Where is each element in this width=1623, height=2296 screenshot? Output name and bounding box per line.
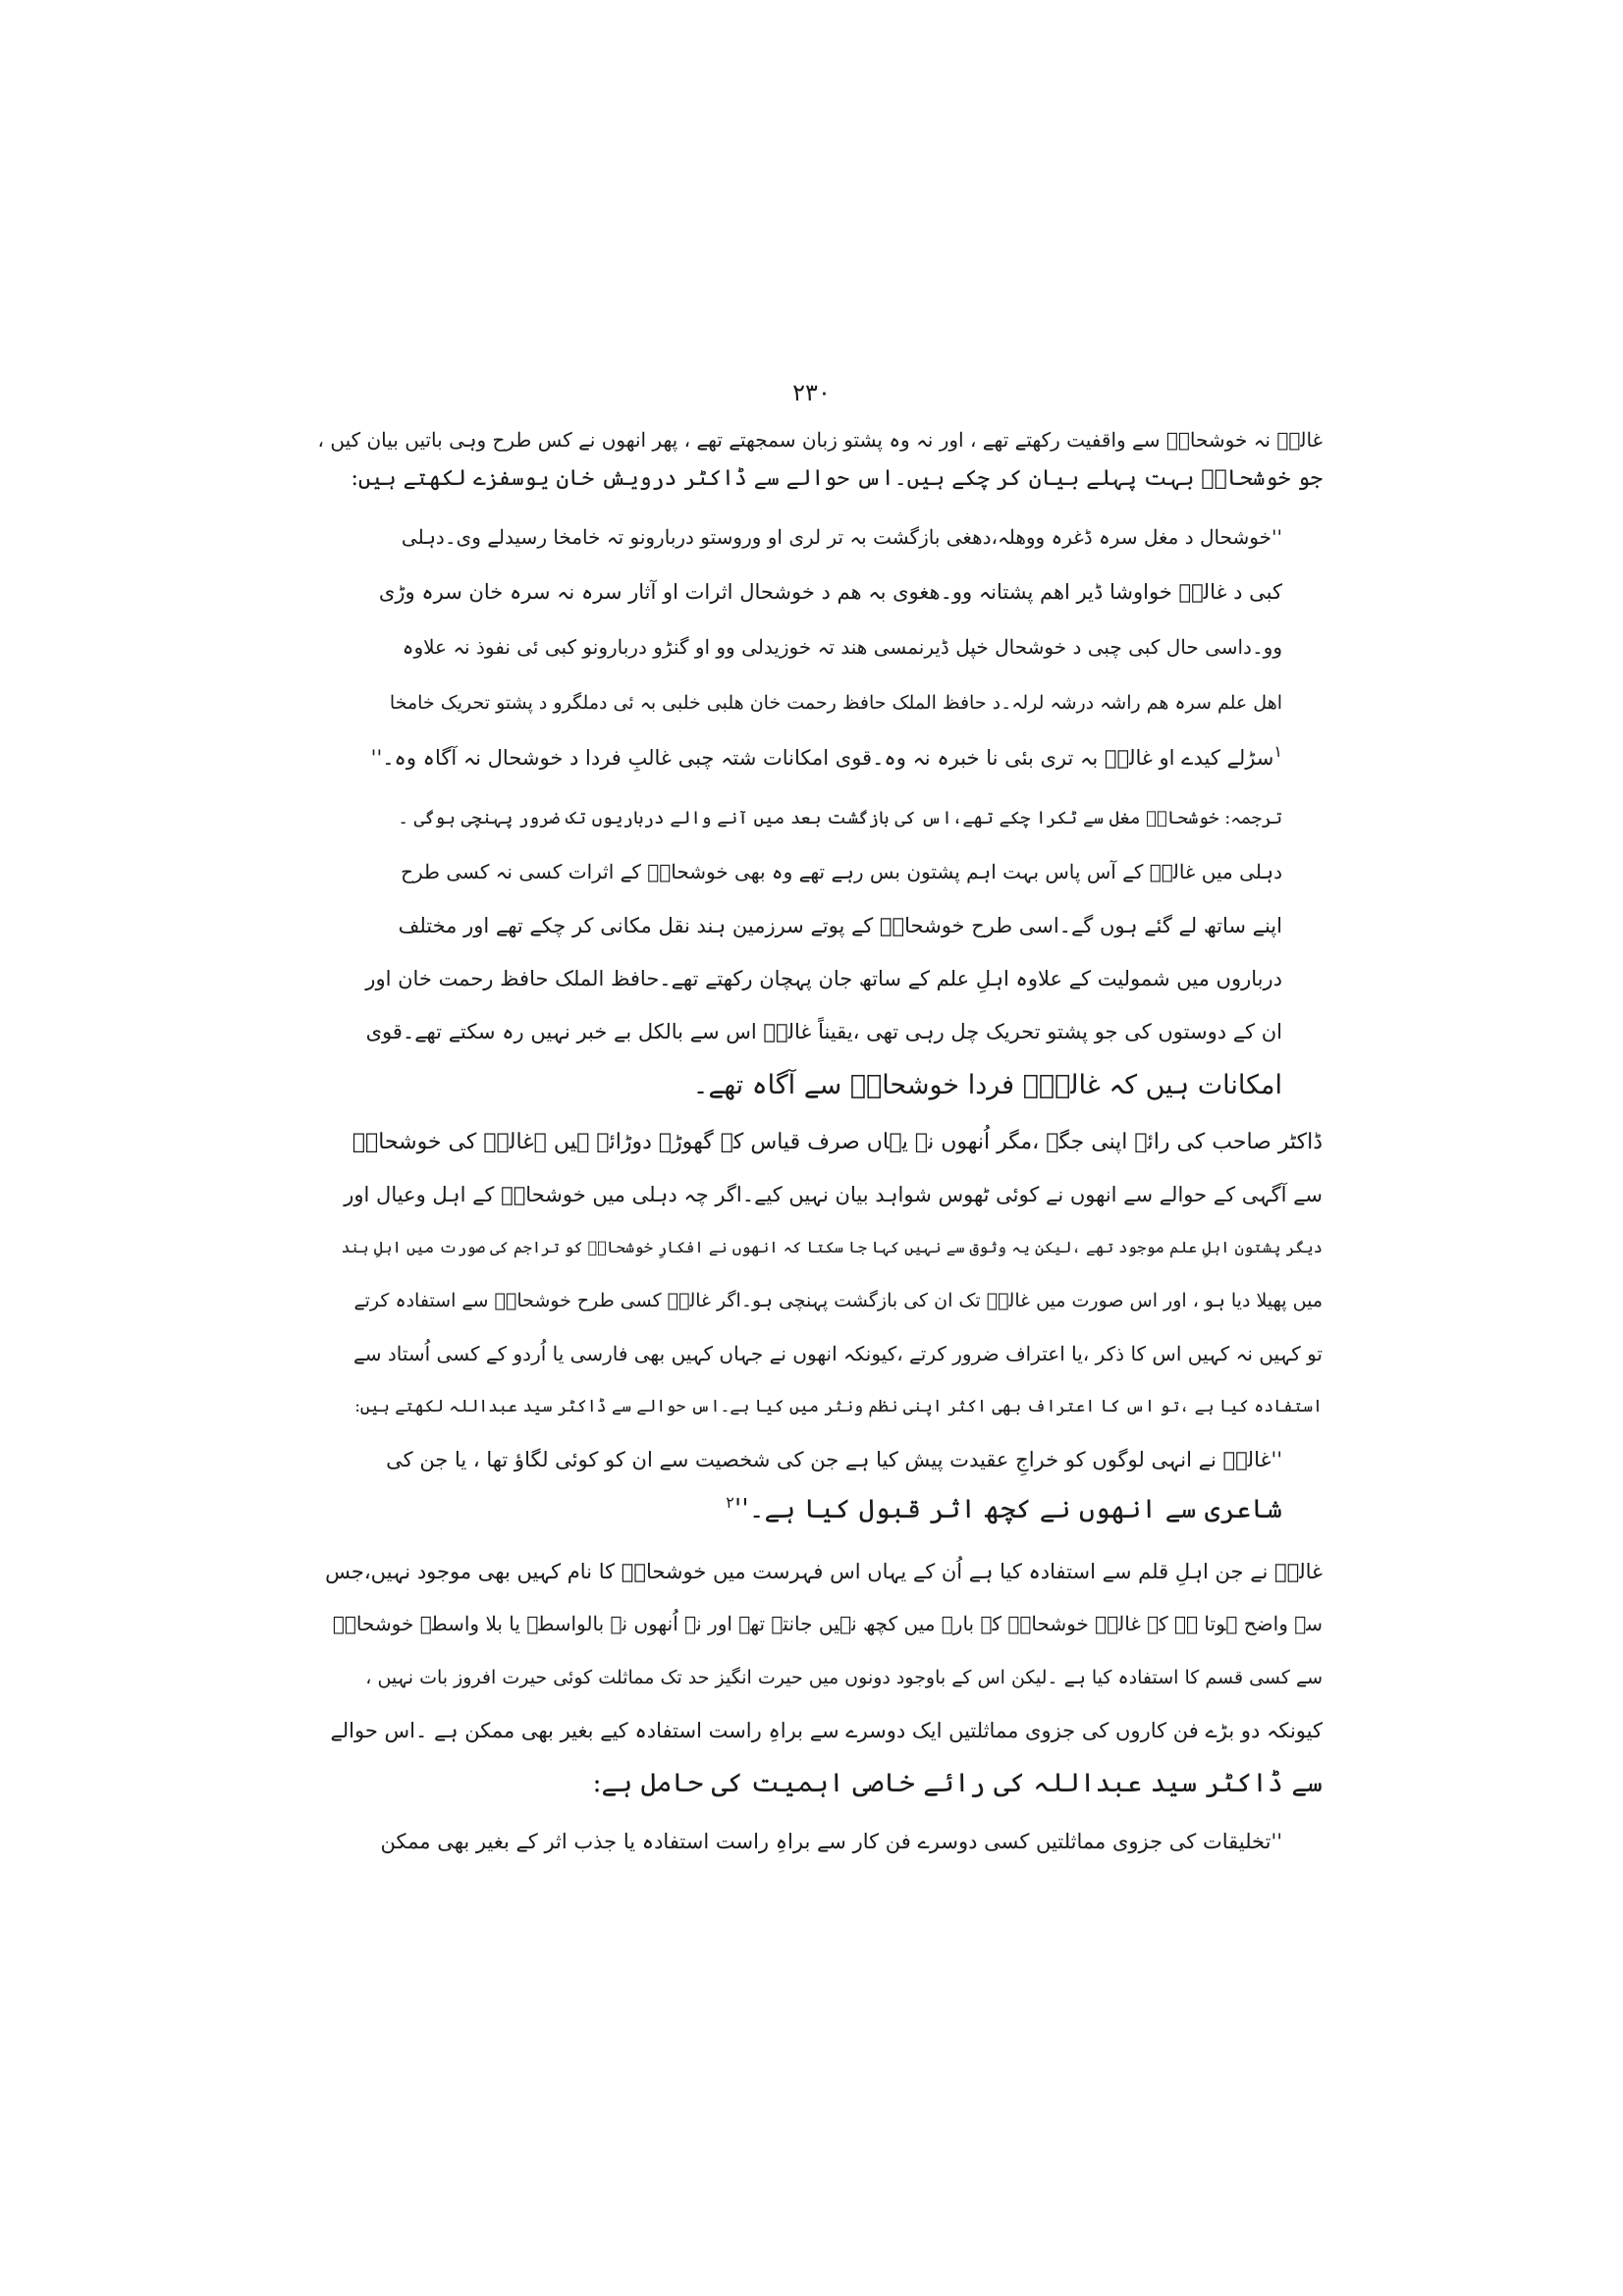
translation-line: ان کے دوستوں کی جو پشتو تحریک چل رہی تھی ،یقیناً غالبؔ اس سے بالکل بے خبر نہیں رہ سکتے تھے۔قوی [365, 1020, 1282, 1043]
paragraph-line: سے کسی قسم کا استفادہ کیا ہے ۔لیکن اس کے باوجود دونوں میں حیرت انگیز حد تک مماثلت کوئی حیرت افروز بات نہیں ، [365, 1667, 1323, 1688]
paragraph-line: ڈاکٹر صاحب کی رائے اپنی جگہ ،مگر اُنھوں نے یہاں صرف قیاس کے گھوڑے دوڑائے ہیں ۔غالبؔ کی خوشحالؔ [352, 1130, 1323, 1154]
quote-line: ''غالبؔ نے انہی لوگوں کو خراجِ عقیدت پیش کیا ہے جن کی شخصیت سے ان کو کوئی لگاؤ تھا ، یا جن کی [386, 1448, 1282, 1471]
paragraph-line: استفادہ کیا ہے ،تو اس کا اعتراف بھی اکثر اپنی نظم ونثر میں کیا ہے۔اس حوالے سے ڈاکٹر سید عبداللہ لکھتے ہیں: [354, 1397, 1323, 1416]
footnote-marker: ۱ [1273, 742, 1282, 761]
quote-line: اھل علم سرہ ھم راشہ درشہ لرلہ۔د حافظ الملک حافظ رحمت خان ھلبی خلبی بہ ئی دملگرو د پشتو تحریک خامخا [389, 692, 1282, 714]
translation-line: امکانات ہیں کہ غالبِؔ فردا خوشحالؔ سے آگاہ تھے۔ [692, 1070, 1282, 1100]
quote-text: شاعری سے انھوں نے کچھ اثر قبول کیا ہے۔'' [733, 1494, 1282, 1524]
paragraph-line: سے آگہی کے حوالے سے انھوں نے کوئی ٹھوس شواہد بیان نہیں کیے۔اگر چہ دہلی میں خوشحالؔ کے اہل وعیال اور [344, 1183, 1323, 1206]
quote-line: ''خوشحال د مغل سرہ ڈغرہ ووھلہ،دھغی بازگشت بہ تر لری او وروستو دربارونو تہ خامخا رسیدلے وی۔دہلی [401, 525, 1282, 549]
paragraph-line: کیونکہ دو بڑے فن کاروں کی جزوی مماثلتیں ایک دوسرے سے براہِ راست استفادہ کیے بغیر بھی ممکن ہے ۔اس حوالے [330, 1719, 1323, 1742]
quote-line: وو۔داسی حال کبی چبی د خوشحال خپل ڈیرنمسی ھند تہ خوزیدلی وو او گنڑو دربارونو کبی ئی نفوذ نہ علاوہ [402, 635, 1282, 659]
paragraph-line: غالبؔ نہ خوشحالؔ سے واقفیت رکھتے تھے ، اور نہ وہ پشتو زبان سمجھتے تھے ، پھر انھوں نے کس طرح وہی باتیں بیان کیں ، [317, 428, 1323, 452]
translation-line: ترجمہ: خوشحالؔ مغل سے ٹکرا چکے تھے،اس کی بازگشت بعد میں آنے والے درباریوں تک ضرور پہنچی ہوگی ۔ [398, 808, 1282, 828]
paragraph-line: سے واضح ہوتا ہے کہ غالبؔ خوشحالؔ کے بارے میں کچھ نہیں جانتے تھے اور نہ اُنھوں نے بالواسطہ یا بلا واسطہ خوشحالؔ [332, 1612, 1323, 1635]
paragraph-line: تو کہیں نہ کہیں اس کا ذکر ،یا اعتراف ضرور کرتے ،کیونکہ انھوں نے جہاں کہیں بھی فارسی یا اُردو کے کسی اُستاد سے [352, 1342, 1323, 1365]
page-number: ۲۳۰ [792, 379, 831, 406]
translation-line: اپنے ساتھ لے گئے ہوں گے۔اسی طرح خوشحالؔ کے پوتے سرزمین ہند نقل مکانی کر چکے تھے اور مختلف [398, 914, 1282, 937]
paragraph-line: جو خوشحالؔ بہت پہلے بیان کر چکے ہیں۔اس حوالے سے ڈاکٹر درویش خان یوسفزے لکھتے ہیں: [351, 466, 1323, 491]
footnote-marker: ۲ [726, 1493, 734, 1512]
quote-text: سڑلے کیدے او غالبؔ بہ تری بئی نا خبرہ نہ وہ۔قوی امکانات شتہ چبی غالبِ فردا د خوشحال نہ آگاہ وہ۔'' [370, 746, 1274, 770]
quote-line [359, 738, 1282, 777]
quote-line: کبی د غالبؔ خواوشا ڈیر اھم پشتانہ وو۔ھغوی بہ ھم د خوشحال اثرات او آثار سرہ نہ سرہ خان سرہ وڑی [378, 580, 1282, 604]
translation-line: دہلی میں غالبؔ کے آس پاس بہت اہم پشتون بس رہے تھے وہ بھی خوشحالؔ کے اثرات کسی نہ کسی طرح [401, 860, 1282, 883]
paragraph-line: سے ڈاکٹر سید عبداللہ کی رائے خاصی اہمیت کی حامل ہے: [592, 1768, 1323, 1798]
paragraph-line: دیگر پشتون اہلِ علم موجود تھے ،لیکن یہ وثوق سے نہیں کہا جا سکتا کہ انھوں نے افکارِ خوشحالؔ کو تراجم کی صورت میں اہلِ ہند [341, 1238, 1323, 1256]
quote-line [359, 1490, 1282, 1529]
paragraph-line: غالبؔ نے جن اہلِ قلم سے استفادہ کیا ہے اُن کے یہاں اس فہرست میں خوشحالؔ کا نام کہیں بھی موجود نہیں،جس [325, 1560, 1323, 1583]
quote-line: ''تخلیقات کی جزوی مماثلتیں کسی دوسرے فن کار سے براہِ راست استفادہ یا جذب اثر کے بغیر بھی ممکن [380, 1830, 1282, 1853]
translation-line: درباروں میں شمولیت کے علاوہ اہلِ علم کے ساتھ جان پہچان رکھتے تھے۔حافظ الملک حافظ رحمت خان اور [365, 967, 1282, 990]
paragraph-line: میں پھیلا دیا ہو ، اور اس صورت میں غالبؔ تک ان کی بازگشت پہنچی ہو۔اگر غالبؔ کسی طرح خوشحالؔ سے استفادہ کرتے [353, 1290, 1323, 1311]
